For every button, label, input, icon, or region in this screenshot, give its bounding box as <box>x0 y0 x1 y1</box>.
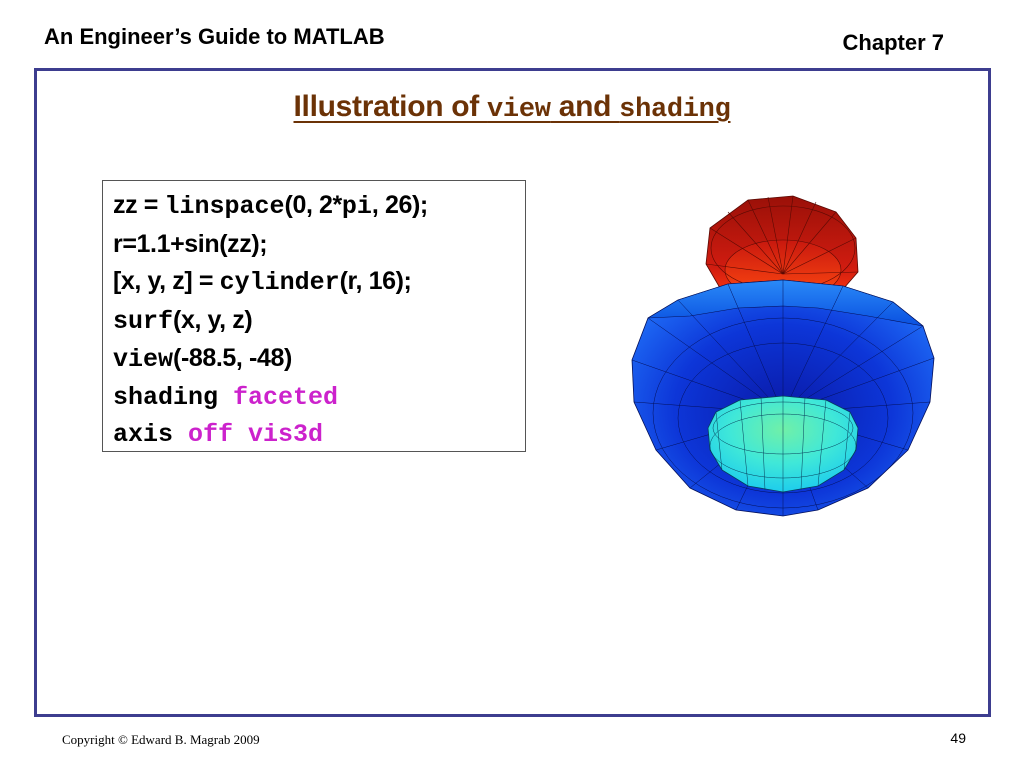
code-function: linspace <box>164 192 285 221</box>
page-number: 49 <box>950 730 966 746</box>
code-text: (0, 2* <box>284 191 342 219</box>
chapter-label: Chapter 7 <box>842 30 944 55</box>
code-keyword: off vis3d <box>188 420 324 449</box>
code-function: pi <box>341 192 372 221</box>
code-text: zz = <box>113 191 165 219</box>
code-text: [x, y, z] = <box>113 267 220 295</box>
code-function: cylinder <box>219 268 340 297</box>
code-line-3 <box>113 263 525 302</box>
code-line-2 <box>113 226 525 264</box>
code-command: axis <box>113 420 189 449</box>
code-function: surf <box>113 306 174 336</box>
title-mid: and <box>550 90 620 123</box>
code-line-7 <box>113 416 525 454</box>
book-title: An Engineer’s Guide to MATLAB <box>44 24 385 49</box>
code-line-5 <box>113 340 525 379</box>
slide-title-text <box>294 90 731 123</box>
code-line-4 <box>113 302 525 341</box>
title-code-view: view <box>487 95 551 125</box>
code-line-6 <box>113 379 525 417</box>
code-line-1 <box>113 187 525 226</box>
code-box <box>102 180 526 452</box>
code-command: shading <box>113 382 234 412</box>
code-text: (r, 16); <box>339 267 412 295</box>
code-text: (x, y, z) <box>173 305 253 334</box>
surface-plot-figure <box>618 188 948 528</box>
title-prefix: Illustration of <box>293 90 488 123</box>
copyright-text: Copyright © Edward B. Magrab 2009 <box>62 732 260 747</box>
title-code-shading: shading <box>619 95 731 125</box>
code-text: r=1.1+sin(zz); <box>113 229 268 258</box>
code-text: , 26); <box>371 191 428 219</box>
slide-title <box>0 90 1024 125</box>
code-text: (-88.5, -48) <box>173 344 292 372</box>
code-function: view <box>113 345 174 374</box>
code-keyword: faceted <box>233 382 339 412</box>
